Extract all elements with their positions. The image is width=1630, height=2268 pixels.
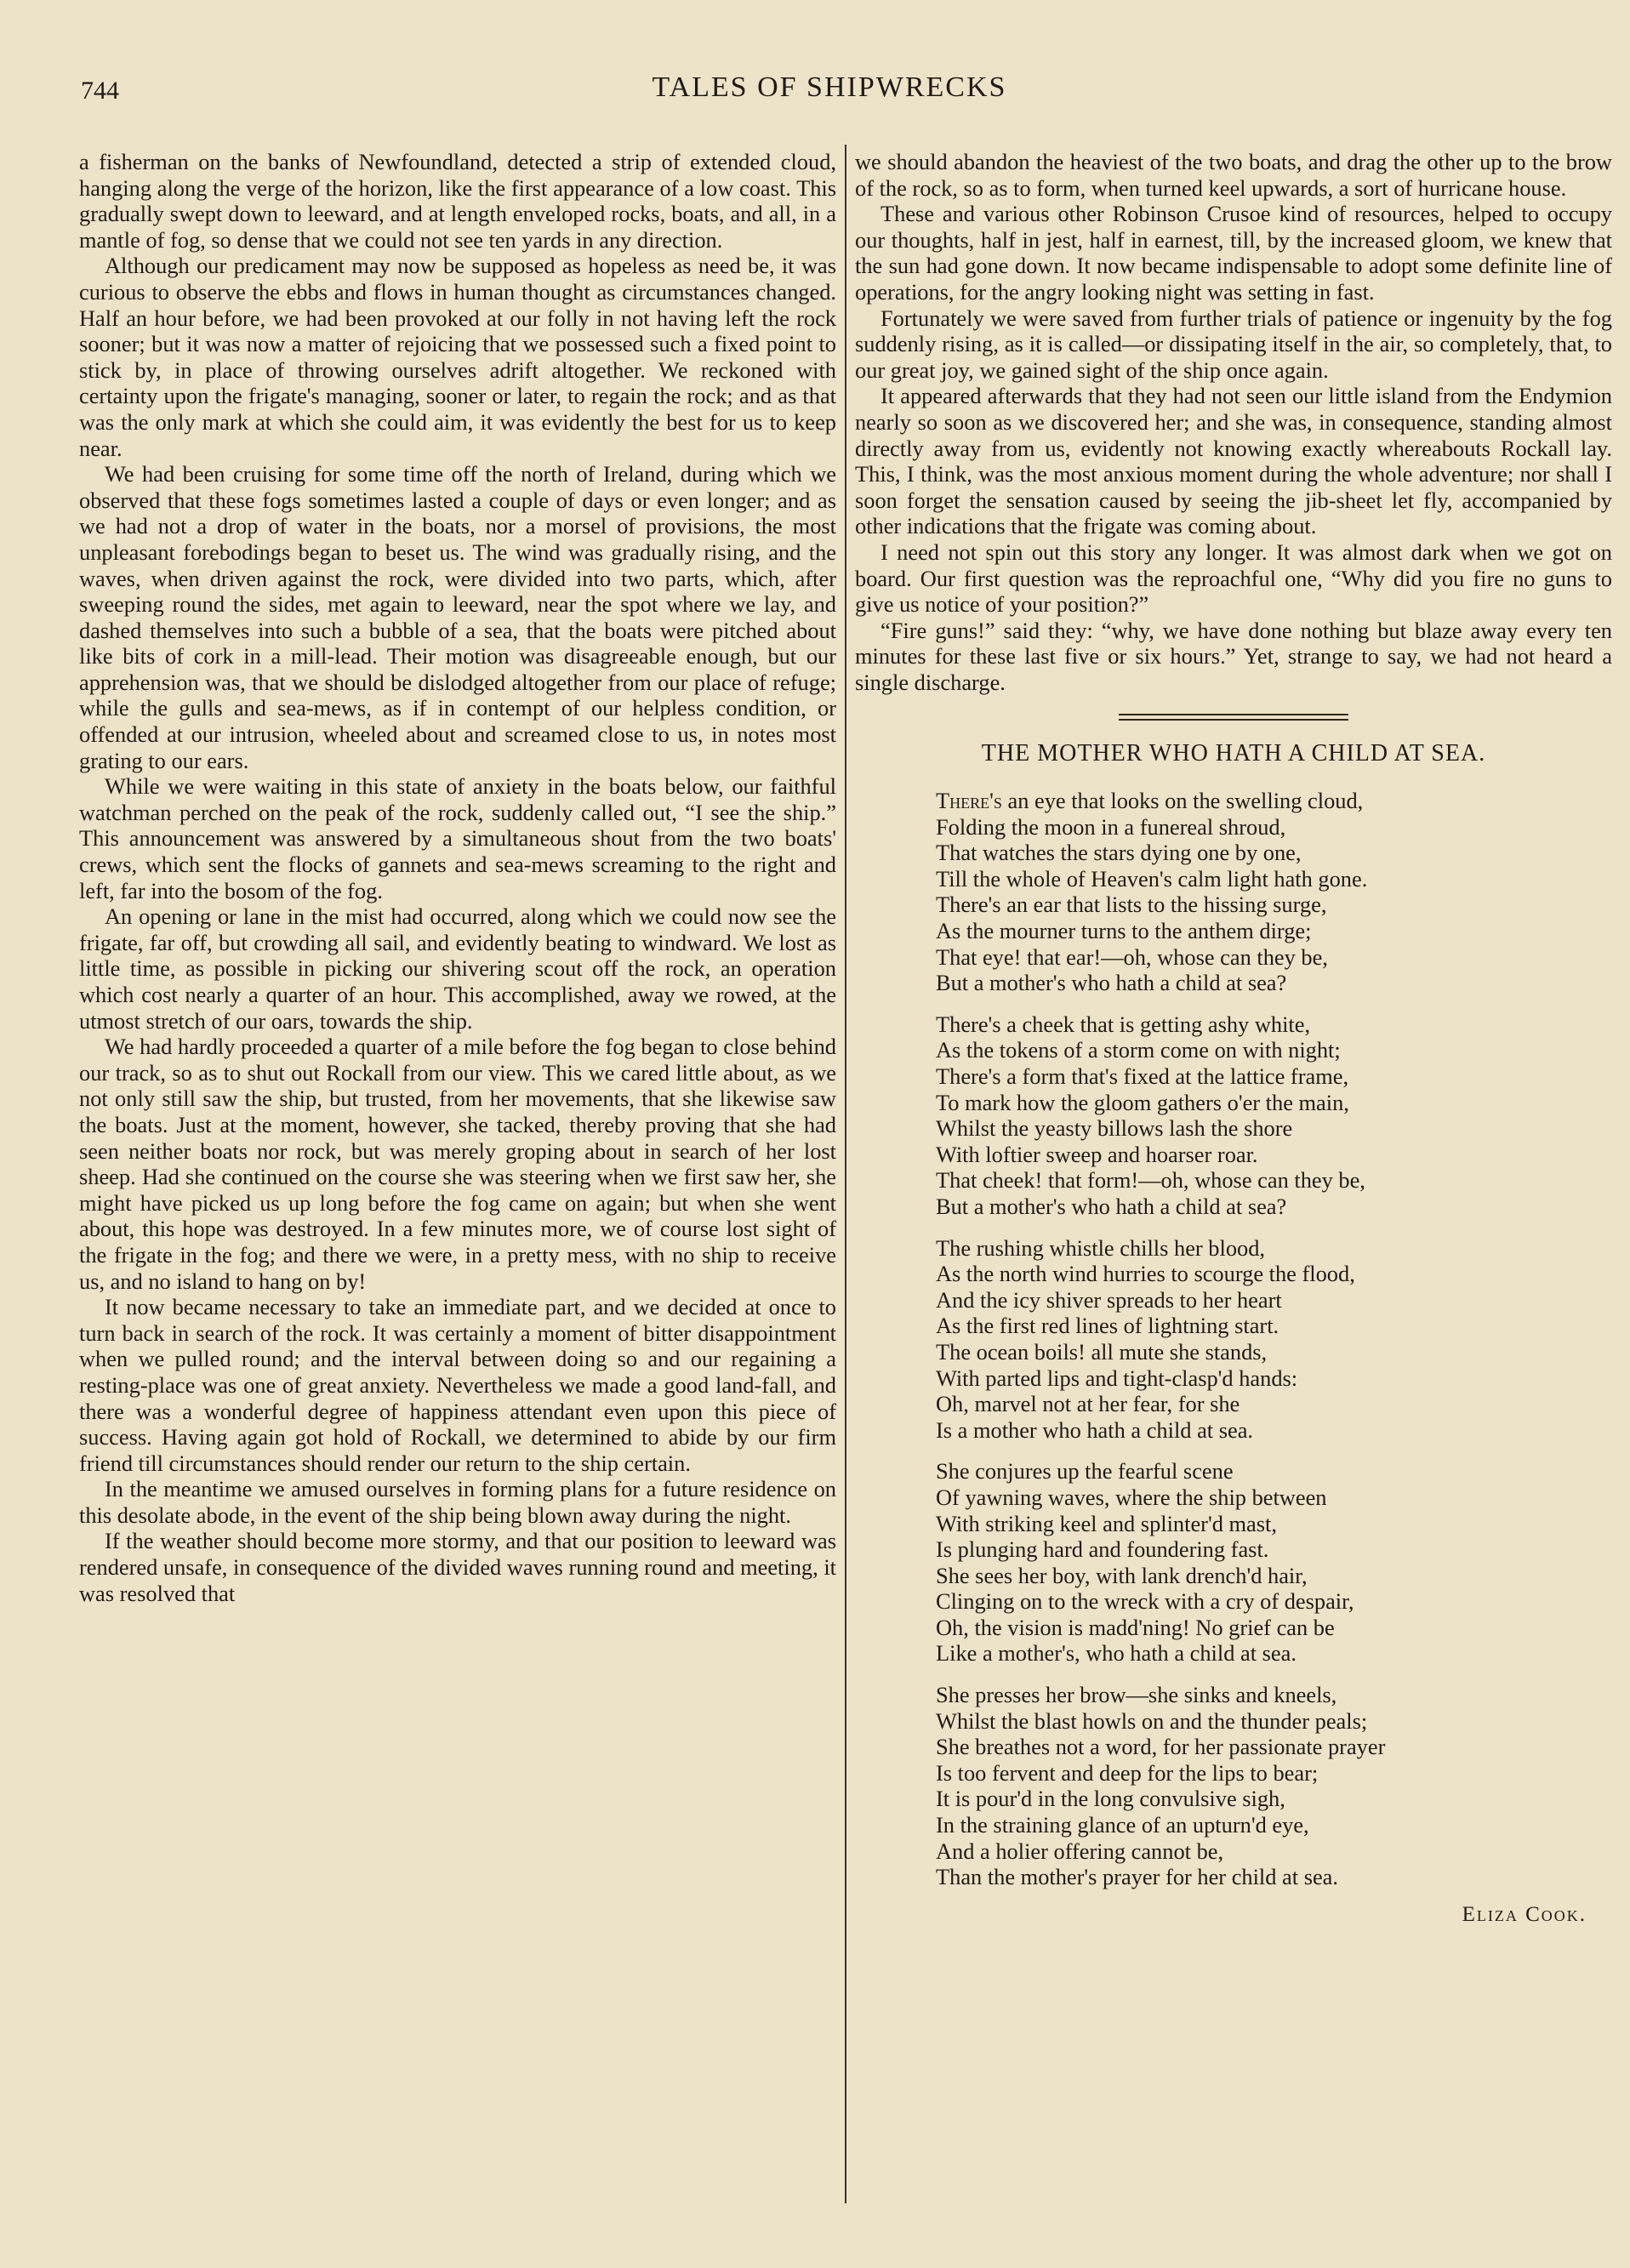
poem-line: Of yawning waves, where the ship between	[936, 1484, 1327, 1510]
paragraph: While we were waiting in this state of anxiety in the boats below, our faithful watchman perched on the peak of the rock, suddenly called out, “I see the ship.” This announcement was answered by a simultaneous shout from the two boats' crews, which sent the flocks of gannets and sea-mews screaming to the right and left, far into the bosom of the fog.	[79, 773, 836, 903]
poem-line: But a mother's who hath a child at sea?	[936, 970, 1287, 996]
paragraph: we should abandon the heaviest of the two boats, and drag the other up to the brow of the rock, so as to form, when turned keel upwards, a sort of hurricane house.	[855, 149, 1612, 201]
poem-stanza	[936, 1235, 1612, 1444]
poem-line: As the first red lines of lightning start.	[936, 1313, 1279, 1339]
poem-line: As the north wind hurries to scourge the flood,	[936, 1261, 1355, 1287]
paragraph: An opening or lane in the mist had occurred, along which we could now see the frigate, far off, but crowding all sail, and evidently beating to windward. We lost as little time, as possible in picking our shivering scout off the rock, an operation which cost nearly a quarter of an hour. This accomplished, away we rowed, at the utmost stretch of our oars, towards the ship.	[79, 903, 836, 1034]
poem-line: Is plunging hard and foundering fast.	[936, 1536, 1269, 1563]
paragraph: These and various other Robinson Crusoe kind of resources, helped to occupy our thoughts, half in jest, half in earnest, till, by the increased gloom, we knew that the sun had gone down. It now became indispensable to adopt some definite line of operations, for the angry looking night was setting in fast.	[855, 201, 1612, 305]
poem-line: Whilst the yeasty billows lash the shore	[936, 1115, 1293, 1142]
poem-line: With parted lips and tight-clasp'd hands:	[936, 1365, 1298, 1391]
running-title: TALES OF SHIPWRECKS	[652, 71, 1007, 103]
poem-line: Oh, the vision is madd'ning! No grief can be	[936, 1614, 1335, 1640]
poem-line: She conjures up the fearful scene	[936, 1458, 1234, 1484]
stanza-gap	[936, 996, 1612, 1011]
poem-line: She presses her brow—she sinks and kneels,	[936, 1682, 1337, 1708]
poem-line: Oh, marvel not at her fear, for she	[936, 1391, 1240, 1417]
right-column	[855, 149, 1612, 1928]
poem-line: Whilst the blast howls on and the thunder peals;	[936, 1707, 1368, 1734]
poem-line: She breathes not a word, for her passionate prayer	[936, 1734, 1386, 1760]
poem-line: In the straining glance of an upturn'd eye,	[936, 1812, 1309, 1838]
poem-line: She sees her boy, with lank drench'd hair,	[936, 1562, 1308, 1588]
paragraph: “Fire guns!” said they: “why, we have done nothing but blaze away every ten minutes for these last five or six hours.” Yet, strange to say, we had not heard a single discharge.	[855, 617, 1612, 695]
poem-line: That cheek! that form!—oh, whose can they be,	[936, 1167, 1365, 1194]
poem-author: Eliza Cook.	[1462, 1902, 1587, 1926]
rule-line	[1119, 719, 1348, 721]
column-divider	[845, 145, 846, 2203]
page-header	[81, 70, 1578, 121]
poem-line: There's a form that's fixed at the lattice frame,	[936, 1063, 1349, 1089]
poem-title: THE MOTHER WHO HATH A CHILD AT SEA.	[981, 740, 1486, 767]
poem-line: That eye! that ear!—oh, whose can they be,	[936, 943, 1328, 970]
poem-line: But a mother's who hath a child at sea?	[936, 1193, 1287, 1219]
poem-line: Is a mother who hath a child at sea.	[936, 1416, 1254, 1443]
paragraph: It appeared afterwards that they had not seen our little island from the Endymion nearly so soon as we discovered her; and she was, in consequence, standing almost directly away from us, evidently not knowing exactly whereabouts Rockall lay. This, I think, was the most anxious moment during the whole adventure; nor shall I soon forget the sensation caused by seeing the jib-sheet let fly, accompanied by other indications that the frigate was coming about.	[855, 383, 1612, 539]
page-number: 744	[81, 77, 119, 105]
poem-first-line-rest: an eye that looks on the swelling cloud,	[1001, 788, 1364, 814]
poem-line: There's a cheek that is getting ashy white,	[936, 1011, 1311, 1037]
poem-stanza	[936, 1011, 1612, 1220]
poem-line: The ocean boils! all mute she stands,	[936, 1338, 1268, 1365]
section-rule	[855, 712, 1612, 722]
poem-line: And the icy shiver spreads to her heart	[936, 1286, 1282, 1313]
poem-line: As the tokens of a storm come on with night;	[936, 1037, 1341, 1063]
poem-line: The rushing whistle chills her blood,	[936, 1234, 1266, 1261]
paragraph: Although our predicament may now be supposed as hopeless as need be, it was curious to observe the ebbs and flows in human thought as circumstances changed. Half an hour before, we had been provoked at our folly in not having left the rock sooner; but it was now a matter of rejoicing that we possessed such a fixed point to stick by, in place of throwing ourselves adrift altogether. We reckoned with certainty upon the frigate's managing, sooner or later, to regain the rock; and as that was the only mark at which she could aim, it was evidently the best for us to keep near.	[79, 253, 836, 461]
paragraph: Fortunately we were saved from further trials of patience or ingenuity by the fog suddenly rising, as it is called—or dissipating itself in the air, so completely, that, to our great joy, we gained sight of the ship once again.	[855, 305, 1612, 383]
poem-line: As the mourner turns to the anthem dirge;	[936, 918, 1312, 944]
poem-stanza	[936, 1682, 1612, 1890]
poem-line: Than the mother's prayer for her child at sea.	[936, 1864, 1338, 1890]
poem-first-word: There's	[936, 788, 1002, 814]
poem-line: Clinging on to the wreck with a cry of despair,	[936, 1588, 1354, 1615]
poem-line: Is too fervent and deep for the lips to bear;	[936, 1759, 1319, 1786]
paragraph: We had been cruising for some time off the north of Ireland, during which we observed that these fogs sometimes lasted a couple of days or even longer; and as we had not a drop of water in the boats, nor a morsel of provisions, the most unpleasant forebodings began to beset us. The wind was gradually rising, and the waves, when driven against the rock, were divided into two parts, which, after sweeping round the sides, met again to leeward, near the spot where we lay, and dashed themselves into such a bubble of a sea, that the boats were pitched about like bits of cork in a mill-lead. Their motion was disagreeable enough, but our apprehension was, that we should be dislodged altogether from our place of refuge; while the gulls and sea-mews, as if in contempt of our helpless condition, or offended at our intrusion, wheeled about and screamed close to us, in notes most grating to our ears.	[79, 461, 836, 773]
poem-line: To mark how the gloom gathers o'er the main,	[936, 1089, 1349, 1115]
poem-line: There's an ear that lists to the hissing surge,	[936, 892, 1327, 918]
paragraph: We had hardly proceeded a quarter of a mile before the fog began to close behind our track, so as to shut out Rockall from our view. This we cared little about, as we not only still saw the ship, but trusted, from her movements, that she likewise saw the boats. Just at the moment, however, she tacked, thereby proving that she had seen neither boats nor rock, but was merely groping about in search of her lost sheep. Had she continued on the course she was steering when we first saw her, she might have picked us up long before the fog came on again; but when she went about, this hope was destroyed. In a few minutes more, we of course lost sight of the frigate in the fog; and there we were, in a pretty mess, with no ship to receive us, and no island to hang on by!	[79, 1034, 836, 1294]
rule-line	[1119, 714, 1348, 715]
paragraph: I need not spin out this story any longer. It was almost dark when we got on board. Our first question was the reproachful one, “Why did you fire no guns to give us notice of your position?”	[855, 539, 1612, 618]
poem-first-line	[936, 788, 1612, 814]
paragraph: It now became necessary to take an immediate part, and we decided at once to turn back in search of the rock. It was certainly a moment of bitter disappointment when we pulled round; and the interval between doing so and our regaining a resting-place was one of great anxiety. Nevertheless we made a good land-fall, and there was a wonderful degree of happiness attendant even upon this piece of success. Having again got hold of Rockall, we determined to abide by our firm friend till circumstances should render our return to the ship certain.	[79, 1294, 836, 1476]
poem-line: With loftier sweep and hoarser roar.	[936, 1141, 1258, 1167]
paragraph: If the weather should become more stormy, and that our position to leeward was rendered unsafe, in consequence of the divided waves running round and meeting, it was resolved that	[79, 1528, 836, 1606]
poem-line: Till the whole of Heaven's calm light hath gone.	[936, 865, 1368, 892]
paragraph: In the meantime we amused ourselves in forming plans for a future residence on this desolate abode, in the event of the ship being blown away during the night.	[79, 1476, 836, 1528]
poem-line: With striking keel and splinter'd mast,	[936, 1510, 1277, 1536]
poem-line: That watches the stars dying one by one,	[936, 840, 1302, 866]
poem-line: Folding the moon in a funereal shroud,	[936, 813, 1286, 840]
poem-stanza	[936, 1458, 1612, 1667]
left-column	[79, 149, 836, 1606]
poem-line: It is pour'd in the long convulsive sigh,	[936, 1786, 1285, 1812]
poem-line: Like a mother's, who hath a child at sea.	[936, 1640, 1297, 1667]
poem	[936, 788, 1612, 1890]
paragraph: a fisherman on the banks of Newfoundland, detected a strip of extended cloud, hanging along the verge of the horizon, like the first appearance of a low coast. This gradually swept down to leeward, and at length enveloped rocks, boats, and all, in a mantle of fog, so dense that we could not see ten yards in any direction.	[79, 149, 836, 253]
poem-line: And a holier offering cannot be,	[936, 1838, 1224, 1864]
